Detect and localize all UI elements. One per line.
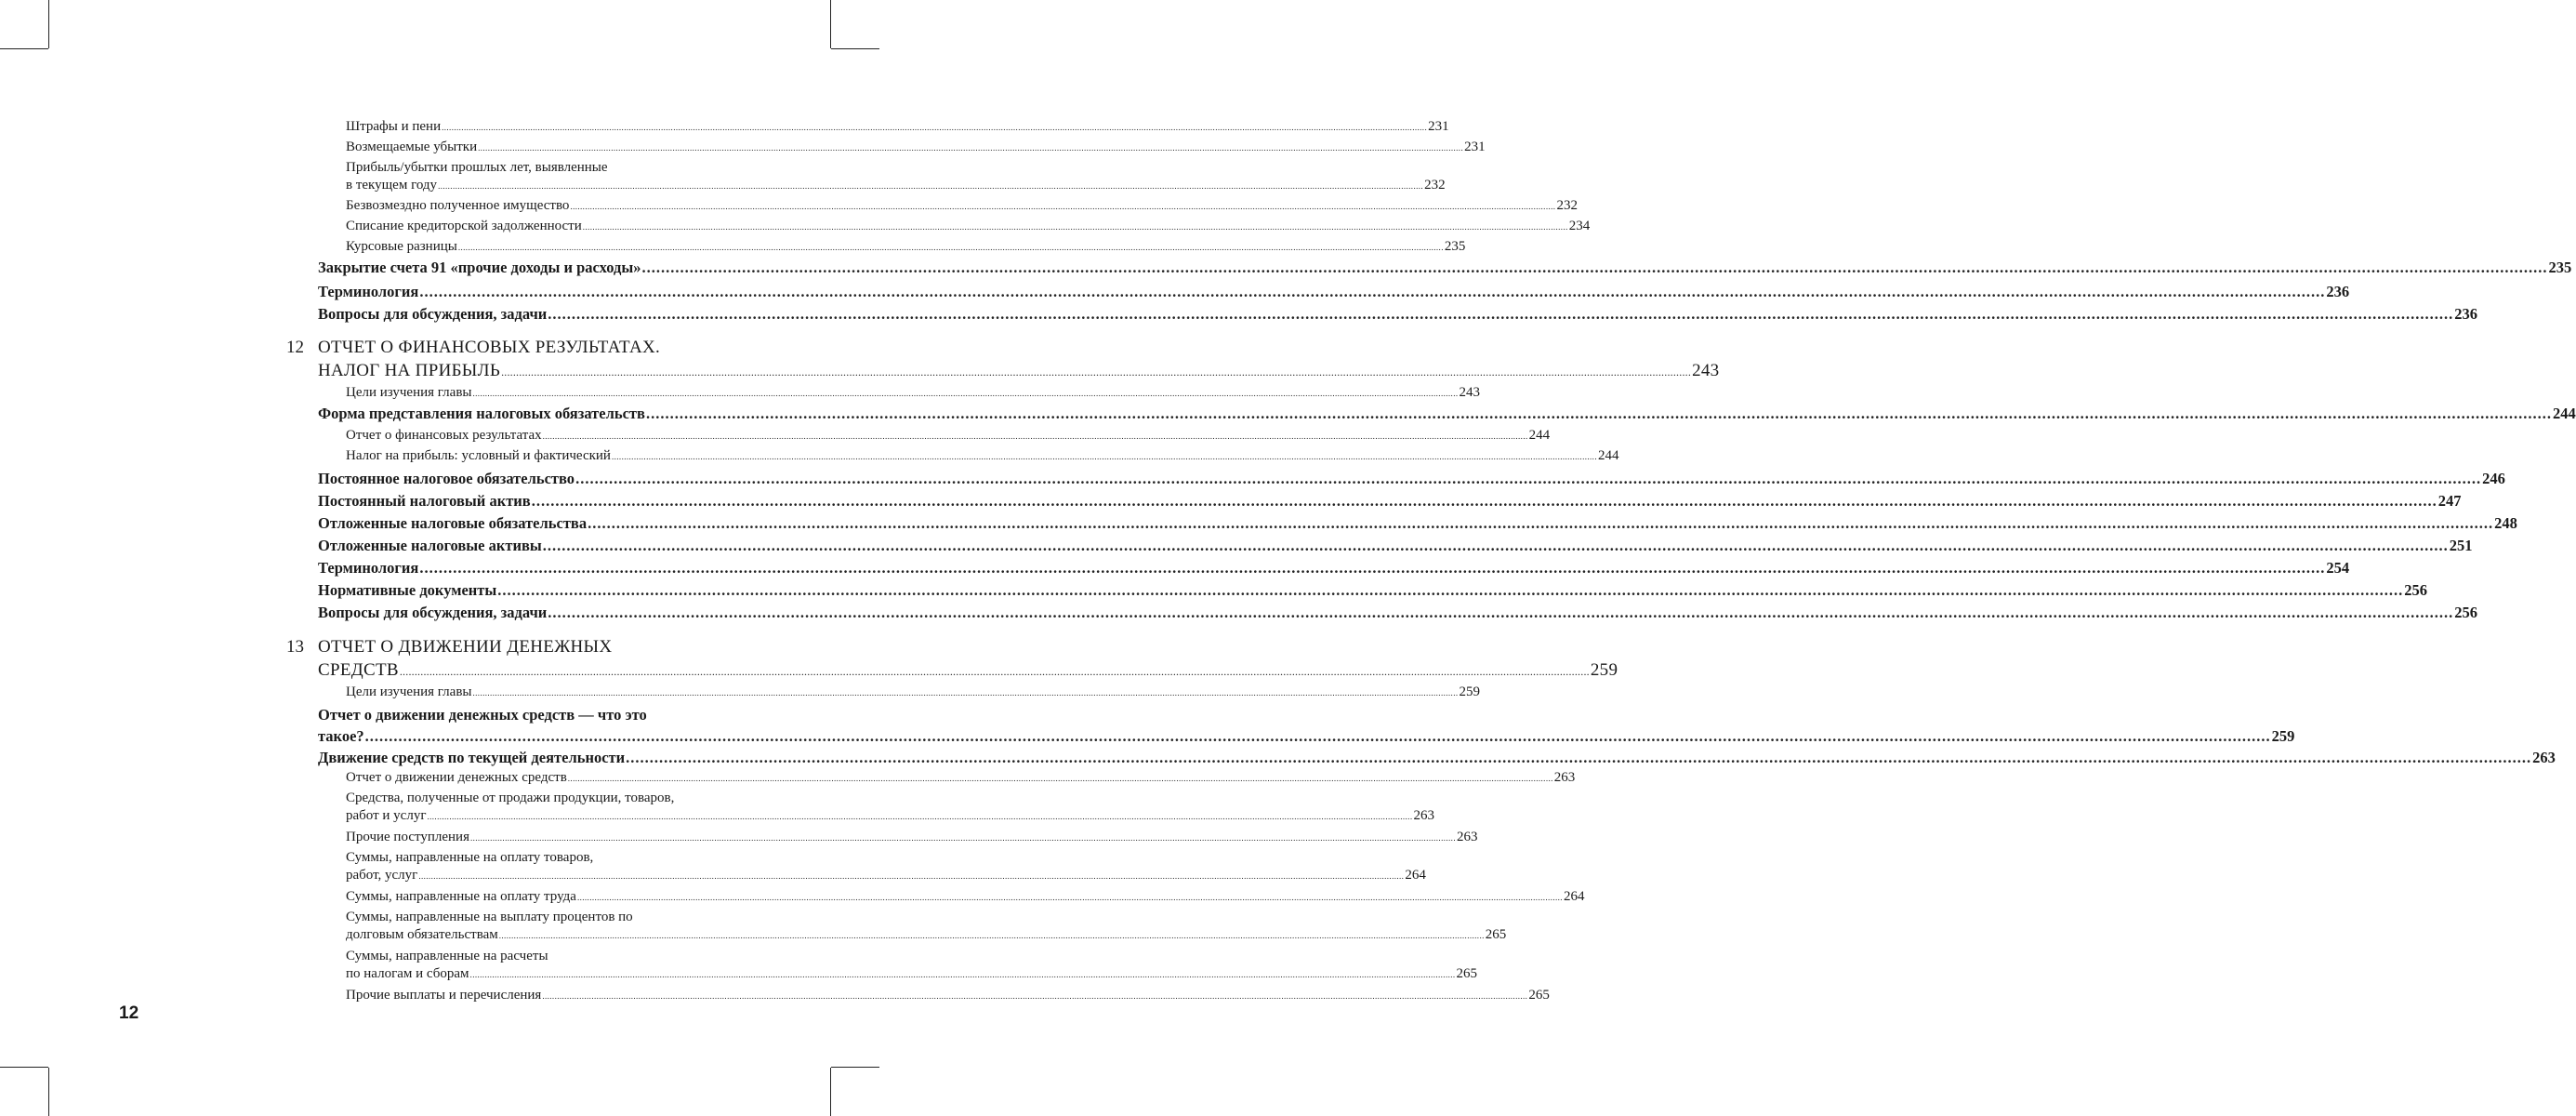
dot-leader: ................................................................................................................................................................................................................................................................................................................................................................................................................ (399, 665, 1590, 678)
toc-entry-title: Возмещаемые убытки (346, 140, 478, 154)
toc-page-number: 244 (1528, 428, 1551, 443)
toc-section[interactable] (318, 470, 2505, 493)
toc-page-number: 247 (2437, 492, 2462, 510)
toc-entry-title: Штрафы и пени (346, 119, 442, 134)
dot-leader: ................................................................................................................................................................................................................................................................................................................................................................................................................ (641, 259, 2548, 276)
dot-leader: ................................................................................................................................................................................................................................................................................................................................................................................................................ (472, 389, 1459, 398)
dot-leader: ................................................................................................................................................................................................................................................................................................................................................................................................................ (469, 970, 1456, 979)
toc-entry-title: Суммы, направленные на расчеты (346, 949, 548, 963)
toc-page-number: 256 (2404, 581, 2428, 599)
toc-page-number: 254 (2326, 559, 2350, 577)
toc-subsection[interactable] (346, 428, 1551, 446)
toc-entry-title: ОТЧЕТ О ДВИЖЕНИИ ДЕНЕЖНЫХ (318, 637, 613, 657)
dot-leader: ................................................................................................................................................................................................................................................................................................................................................................................................................ (626, 749, 2532, 766)
toc-entry-title: Безвозмездно полученное имущество (346, 198, 570, 213)
dot-leader: ................................................................................................................................................................................................................................................................................................................................................................................................................ (438, 181, 1424, 191)
toc-entry-title: Прочие выплаты и перечисления (346, 988, 542, 1003)
dot-leader: ................................................................................................................................................................................................................................................................................................................................................................................................................ (472, 688, 1459, 698)
toc-subsection[interactable] (346, 988, 1550, 1006)
toc-entry-title: долговым обязательствам (346, 927, 498, 942)
toc-entry-title: Списание кредиторской задолженности (346, 219, 582, 233)
toc-entry-line (318, 514, 2517, 538)
toc-entry-line (318, 604, 2478, 627)
toc-page-number: 259 (1590, 660, 1618, 680)
dot-leader: ................................................................................................................................................................................................................................................................................................................................................................................................................ (498, 931, 1485, 940)
toc-entry-line (318, 492, 2462, 515)
toc-entry-title: Вопросы для обсуждения, задачи (318, 604, 548, 621)
toc-entry-line (346, 950, 734, 967)
dot-leader: ................................................................................................................................................................................................................................................................................................................................................................................................................ (478, 143, 1464, 153)
toc-entry-line (318, 283, 2350, 306)
toc-entry-line (346, 684, 1480, 703)
toc-page-number: 236 (2326, 283, 2350, 300)
dot-leader: ................................................................................................................................................................................................................................................................................................................................................................................................................ (582, 222, 1568, 232)
toc-entry-title: работ и услуг (346, 808, 427, 823)
dot-leader: ................................................................................................................................................................................................................................................................................................................................................................................................................ (588, 514, 2494, 532)
toc-entry-line (346, 988, 1550, 1006)
toc-subsection[interactable] (346, 140, 1486, 158)
toc-entry-line (318, 537, 2473, 560)
toc-entry-line (318, 660, 1618, 684)
dot-leader: ................................................................................................................................................................................................................................................................................................................................................................................................................ (542, 432, 1528, 441)
dot-leader: ................................................................................................................................................................................................................................................................................................................................................................................................................ (611, 452, 1597, 461)
toc-entry-line (318, 581, 2428, 604)
toc-entry-title: Суммы, направленные на оплату товаров, (346, 850, 594, 865)
toc-entry-line (346, 889, 1585, 908)
dot-leader: ................................................................................................................................................................................................................................................................................................................................................................................................................ (497, 581, 2404, 599)
toc-section[interactable] (318, 581, 2428, 604)
toc-subsection[interactable] (346, 219, 1591, 237)
toc-entry-title: Отчет о движении денежных средств — что это (318, 706, 647, 724)
toc-page-number: 251 (2449, 537, 2473, 554)
toc-entry-line (318, 339, 734, 362)
dot-leader: ................................................................................................................................................................................................................................................................................................................................................................................................................ (457, 243, 1444, 252)
toc-subsection[interactable] (346, 790, 1434, 827)
toc-chapter[interactable] (318, 637, 1618, 684)
toc-entry-title: Постоянный налоговый актив (318, 492, 531, 510)
toc-section[interactable] (318, 537, 2473, 560)
toc-page-number: 265 (1485, 927, 1507, 942)
toc-entry-title: работ, услуг (346, 868, 418, 883)
toc-page-number: 263 (1456, 830, 1478, 844)
dot-leader: ................................................................................................................................................................................................................................................................................................................................................................................................................ (418, 871, 1405, 881)
toc-entry-line (346, 927, 1507, 946)
toc-page-number: 244 (1597, 448, 1619, 463)
toc-section[interactable] (318, 492, 2462, 515)
toc-subsection[interactable] (346, 160, 1446, 196)
toc-entry-line (346, 219, 1591, 237)
toc-chapter-number: 13 (286, 637, 304, 657)
toc-entry-title: ОТЧЕТ О ФИНАНСОВЫХ РЕЗУЛЬТАТАХ. (318, 338, 661, 357)
toc-page-number: 263 (1413, 808, 1434, 823)
dot-leader: ................................................................................................................................................................................................................................................................................................................................................................................................................ (570, 202, 1556, 211)
toc-page-number: 244 (2552, 405, 2576, 422)
toc-section[interactable] (318, 706, 2295, 751)
toc-subsection[interactable] (346, 119, 1449, 138)
dot-leader: ................................................................................................................................................................................................................................................................................................................................................................................................................ (531, 492, 2437, 510)
toc-entry-line (346, 770, 1576, 789)
toc-entry-line (346, 428, 1551, 446)
toc-page-number: 231 (1464, 140, 1486, 154)
toc-entry-title: Вопросы для обсуждения, задачи (318, 305, 548, 323)
toc-subsection[interactable] (346, 198, 1578, 217)
toc-entry-line (318, 259, 2572, 282)
toc-entry-line (318, 638, 734, 661)
toc-page-number: 235 (1444, 239, 1466, 254)
toc-entry-line (346, 140, 1486, 158)
toc-section[interactable] (318, 405, 2576, 428)
toc-entry-title: Курсовые разницы (346, 239, 457, 254)
toc-entry-title: Цели изучения главы (346, 385, 472, 400)
toc-entry-line (318, 727, 2295, 751)
toc-subsection[interactable] (346, 684, 1480, 703)
toc-entry-title: Терминология (318, 283, 419, 300)
toc-entry-line (346, 448, 1619, 467)
toc-entry-title: СРЕДСТВ (318, 660, 399, 680)
toc-entry-line (346, 161, 734, 179)
dot-leader: ................................................................................................................................................................................................................................................................................................................................................................................................................ (567, 774, 1553, 783)
toc-page-number: 235 (2548, 259, 2572, 276)
dot-leader: ................................................................................................................................................................................................................................................................................................................................................................................................................ (575, 470, 2482, 487)
toc-entry-title: Прибыль/убытки прошлых лет, выявленные (346, 160, 608, 175)
page-number: 12 (119, 1003, 139, 1023)
dot-leader: ................................................................................................................................................................................................................................................................................................................................................................................................................ (542, 537, 2449, 554)
toc-entry-title: Отложенные налоговые активы (318, 537, 542, 554)
toc-subsection[interactable] (346, 385, 1480, 404)
toc-entry-line (346, 198, 1578, 217)
dot-leader: ................................................................................................................................................................................................................................................................................................................................................................................................................ (427, 812, 1413, 821)
toc-entry-title: Отчет о движении денежных средств (346, 770, 567, 785)
toc-entry-title: Форма представления налоговых обязательств (318, 405, 645, 422)
toc-entry-line (346, 178, 1446, 196)
toc-entry-line (346, 791, 734, 809)
toc-entry-line (318, 305, 2478, 328)
toc-chapter[interactable] (318, 338, 1720, 385)
dot-leader: ................................................................................................................................................................................................................................................................................................................................................................................................................ (501, 365, 1692, 379)
dot-leader: ................................................................................................................................................................................................................................................................................................................................................................................................................ (419, 283, 2326, 300)
toc-entry-line (346, 868, 1426, 886)
toc-entry-line (318, 361, 1720, 385)
toc-entry-line (318, 470, 2505, 493)
toc-page-number: 232 (1556, 198, 1578, 213)
toc-subsection[interactable] (346, 889, 1585, 908)
toc-subsection[interactable] (346, 830, 1478, 848)
toc-entry-title: Средства, полученные от продажи продукции, товаров, (346, 790, 675, 805)
toc-page-number: 263 (2532, 749, 2556, 766)
toc-entry-title: Нормативные документы (318, 581, 497, 599)
toc-entry-line (318, 559, 2350, 582)
toc-subsection[interactable] (346, 850, 1426, 886)
dot-leader: ................................................................................................................................................................................................................................................................................................................................................................................................................ (419, 559, 2326, 577)
toc-entry-title: Цели изучения главы (346, 684, 472, 699)
toc-entry-line (346, 910, 734, 928)
toc-page-number: 236 (2454, 305, 2478, 323)
toc-entry-line (318, 708, 734, 729)
toc-subsection[interactable] (346, 949, 1478, 985)
toc-entry-title: НАЛОГ НА ПРИБЫЛЬ (318, 361, 501, 380)
toc-section[interactable] (318, 749, 2556, 772)
toc-section[interactable] (318, 604, 2478, 627)
toc-chapter-number: 12 (286, 338, 304, 357)
toc-section[interactable] (318, 514, 2517, 538)
toc-page-number: 259 (1459, 684, 1480, 699)
toc-page-number: 265 (1456, 966, 1478, 981)
toc-entry-line (318, 405, 2576, 428)
dot-leader: ................................................................................................................................................................................................................................................................................................................................................................................................................ (364, 727, 2271, 745)
toc-entry-title: Суммы, направленные на оплату труда (346, 889, 576, 904)
toc-entry-line (318, 749, 2556, 772)
toc-entry-line (346, 385, 1480, 404)
toc-section[interactable] (318, 559, 2350, 582)
dot-leader: ................................................................................................................................................................................................................................................................................................................................................................................................................ (645, 405, 2552, 422)
toc-entry-line (346, 239, 1466, 258)
toc-entry-line (346, 119, 1449, 138)
toc-page-number: 231 (1428, 119, 1449, 134)
toc-entry-title: Отложенные налоговые обязательства (318, 514, 588, 532)
dot-leader: ................................................................................................................................................................................................................................................................................................................................................................................................................ (548, 604, 2454, 621)
toc-entry-line (346, 830, 1478, 848)
toc-entry-title: Отчет о финансовых результатах (346, 428, 542, 443)
toc-page-number: 243 (1692, 361, 1720, 380)
toc-section[interactable] (318, 305, 2478, 328)
dot-leader: ................................................................................................................................................................................................................................................................................................................................................................................................................ (442, 123, 1428, 132)
toc-entry-line (346, 851, 734, 869)
toc-entry-title: по налогам и сборам (346, 966, 469, 981)
toc-page-number: 264 (1563, 889, 1585, 904)
toc-page-number: 259 (2271, 727, 2295, 745)
toc-entry-title: Суммы, направленные на выплату процентов по (346, 910, 633, 924)
toc-entry-title: в текущем году (346, 178, 438, 193)
toc-entry-title: Закрытие счета 91 «прочие доходы и расходы» (318, 259, 641, 276)
toc-subsection[interactable] (346, 770, 1576, 789)
toc-page-number: 248 (2494, 514, 2517, 532)
toc-subsection[interactable] (346, 448, 1619, 467)
toc-page-number: 234 (1568, 219, 1591, 233)
toc-page-number: 263 (1553, 770, 1576, 785)
toc-page-number: 243 (1459, 385, 1480, 400)
toc-subsection[interactable] (346, 910, 1507, 946)
toc-page-number: 232 (1424, 178, 1446, 193)
toc-entry-title: Движение средств по текущей деятельности (318, 749, 626, 766)
toc-page-number: 246 (2482, 470, 2505, 487)
toc-entry-title: Налог на прибыль: условный и фактический (346, 448, 611, 463)
toc-entry-line (346, 966, 1478, 985)
toc-entry-title: Прочие поступления (346, 830, 469, 844)
toc-section[interactable] (318, 259, 2572, 282)
toc-page-number: 264 (1405, 868, 1426, 883)
dot-leader: ................................................................................................................................................................................................................................................................................................................................................................................................................ (576, 893, 1563, 902)
toc-entry-line (346, 808, 1434, 827)
toc-entry-title: Постоянное налоговое обязательство (318, 470, 575, 487)
dot-leader: ................................................................................................................................................................................................................................................................................................................................................................................................................ (548, 305, 2454, 323)
dot-leader: ................................................................................................................................................................................................................................................................................................................................................................................................................ (542, 991, 1528, 1001)
toc-subsection[interactable] (346, 239, 1466, 258)
toc-page-number: 256 (2454, 604, 2478, 621)
toc-entry-title: Терминология (318, 559, 419, 577)
toc-section[interactable] (318, 283, 2350, 306)
toc-entry-title: такое? (318, 727, 364, 745)
dot-leader: ................................................................................................................................................................................................................................................................................................................................................................................................................ (469, 833, 1456, 843)
toc-page-number: 265 (1528, 988, 1550, 1003)
